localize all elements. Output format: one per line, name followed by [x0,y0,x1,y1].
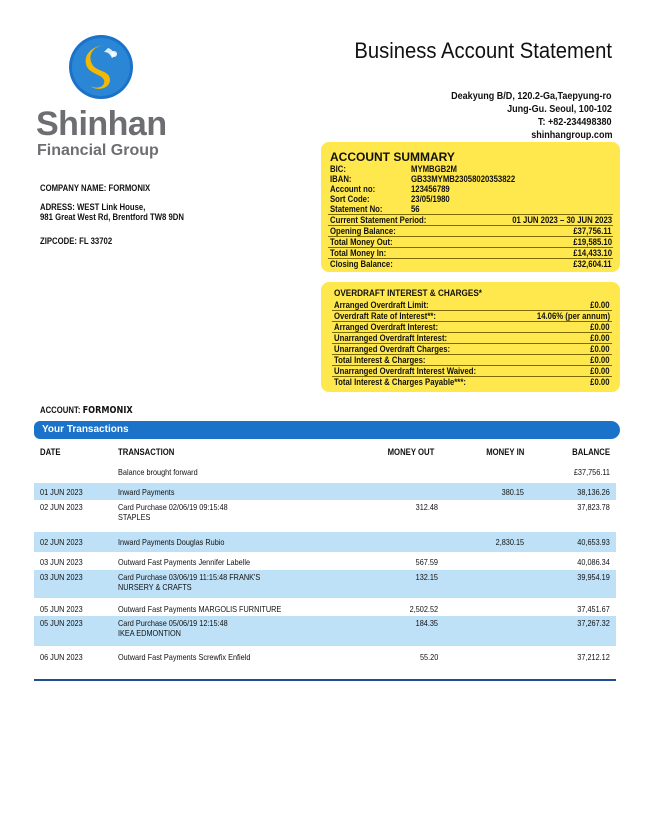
summary-label: Statement No: [330,204,383,214]
row-date: 05 JUN 2023 [40,604,83,614]
row-date: 02 JUN 2023 [40,502,83,512]
row-date: 01 JUN 2023 [40,487,83,497]
company-zipcode: ZIPCODE: FL 33702 [40,236,113,246]
row-money-out: 184.35 [415,618,438,628]
row-transaction-detail: NURSERY & CRAFTS [118,582,192,592]
row-date: 03 JUN 2023 [40,572,83,582]
row-date: 02 JUN 2023 [40,537,83,547]
row-transaction: Card Purchase 05/06/19 12:15:48 [118,618,228,628]
overdraft-line-label: Unarranged Overdraft Interest: [334,333,448,343]
overdraft-line-value: £0.00 [590,355,610,365]
summary-line-label: Current Statement Period: [330,215,427,225]
row-transaction-detail: STAPLES [118,512,151,522]
summary-heading: ACCOUNT SUMMARY [330,150,455,164]
table-bottom-divider [34,679,616,681]
account-summary-panel [321,142,620,272]
row-transaction: Card Purchase 02/06/19 09:15:48 [118,502,228,512]
summary-value: GB33MYMB23058020353822 [411,174,516,184]
overdraft-line-value: £0.00 [590,300,610,310]
bank-address-line: Deakyung B/D, 120.2-Ga,Taepyung-ro [451,90,612,102]
overdraft-line-label: Arranged Overdraft Limit: [334,300,429,310]
row-date: 05 JUN 2023 [40,618,83,628]
summary-label: IBAN: [330,174,352,184]
summary-line-label: Total Money In: [330,248,387,258]
table-row [34,461,616,481]
overdraft-line-value: £0.00 [590,333,610,343]
row-date: 03 JUN 2023 [40,557,83,567]
row-money-out: 55.20 [419,652,438,662]
row-date: 06 JUN 2023 [40,652,83,662]
row-transaction: Outward Fast Payments MARGOLIS FURNITURE [118,604,282,614]
row-balance: 38,136.26 [577,487,610,497]
summary-line-label: Closing Balance: [330,259,393,269]
overdraft-line-value: £0.00 [590,344,610,354]
overdraft-heading: OVERDRAFT INTEREST & CHARGES* [334,288,482,299]
summary-value: 23/05/1980 [411,194,450,204]
summary-value: 123456789 [411,184,450,194]
summary-line-value: £14,433.10 [573,248,612,258]
row-transaction-detail: IKEA EDMONTION [118,628,181,638]
row-money-out: 132.15 [415,572,438,582]
brand-name: Shinhan [36,105,167,143]
row-transaction: Balance brought forward [118,467,198,477]
row-money-out: 567.59 [415,557,438,567]
overdraft-line-label: Total Interest & Charges: [334,355,426,365]
table-row [34,616,616,646]
company-address-line: 981 Great West Rd, Brentford TW8 9DN [40,212,184,222]
row-balance: 40,086.34 [577,557,610,567]
summary-value: 56 [411,204,420,214]
column-header-balance: BALANCE [572,447,610,457]
row-balance: 37,823.78 [577,502,610,512]
summary-line-value: £37,756.11 [573,226,612,236]
row-balance: 39,954.19 [577,572,610,582]
shinhan-logo-icon [68,34,134,100]
page-title: Business Account Statement [354,38,612,63]
company-address-line: ADRESS: WEST Link House, [40,202,146,212]
table-row [34,570,616,598]
summary-label: Account no: [330,184,376,194]
summary-line-value: 01 JUN 2023 – 30 JUN 2023 [512,215,612,225]
company-name: COMPANY NAME: FORMONIX [40,183,151,193]
table-row [34,483,616,500]
transactions-title: Your Transactions [42,424,129,435]
overdraft-line-label: Arranged Overdraft Interest: [334,322,439,332]
row-transaction: Outward Fast Payments Screwfix Enfield [118,652,251,662]
row-balance: 37,212.12 [577,652,610,662]
row-transaction: Card Purchase 03/06/19 11:15:48 FRANK'S [118,572,261,582]
overdraft-line-label: Overdraft Rate of Interest**: [334,311,436,321]
overdraft-line-value: £0.00 [590,377,610,387]
summary-line-label: Total Money Out: [330,237,393,247]
brand-subtitle: Financial Group [37,142,159,159]
overdraft-line-value: 14.06% (per annum) [536,311,610,321]
row-money-in: 2,830.15 [495,537,524,547]
account-value: FORMONIX [82,405,133,416]
table-row [34,646,616,668]
column-header-money-in: MONEY IN [485,447,524,457]
overdraft-line-label: Total Interest & Charges Payable***: [334,377,466,387]
overdraft-line-label: Unarranged Overdraft Charges: [334,344,451,354]
column-header-money-out: MONEY OUT [387,447,434,457]
summary-line-value: £32,604.11 [573,259,612,269]
row-transaction: Inward Payments [118,487,175,497]
row-balance: £37,756.11 [573,467,610,477]
summary-label: BIC: [330,164,346,174]
row-balance: 37,267.32 [577,618,610,628]
summary-line-value: £19,585.10 [573,237,612,247]
table-row [34,552,616,570]
bank-website: shinhangroup.com [530,129,612,141]
account-line [40,405,133,416]
overdraft-line-value: £0.00 [590,322,610,332]
row-balance: 40,653.93 [577,537,610,547]
row-money-out: 312.48 [415,502,438,512]
table-row [34,532,616,552]
row-money-out: 2,502.52 [409,604,438,614]
overdraft-line-value: £0.00 [590,366,610,376]
row-transaction: Outward Fast Payments Jennifer Labelle [118,557,251,567]
bank-phone: T: +82-234498380 [538,116,612,128]
overdraft-panel [321,282,620,392]
row-transaction: Inward Payments Douglas Rubio [118,537,225,547]
column-header-transaction: TRANSACTION [118,447,175,457]
summary-label: Sort Code: [330,194,370,204]
overdraft-line-label: Unarranged Overdraft Interest Waived: [334,366,477,376]
account-label: ACCOUNT: [40,405,81,415]
summary-value: MYMBGB2M [411,164,458,174]
row-balance: 37,451.67 [577,604,610,614]
table-row [34,598,616,616]
summary-line-label: Opening Balance: [330,226,396,236]
table-row [34,500,616,532]
column-header-date: DATE [40,447,61,457]
row-money-in: 380.15 [501,487,524,497]
bank-address-line: Jung-Gu. Seoul, 100-102 [507,103,612,115]
